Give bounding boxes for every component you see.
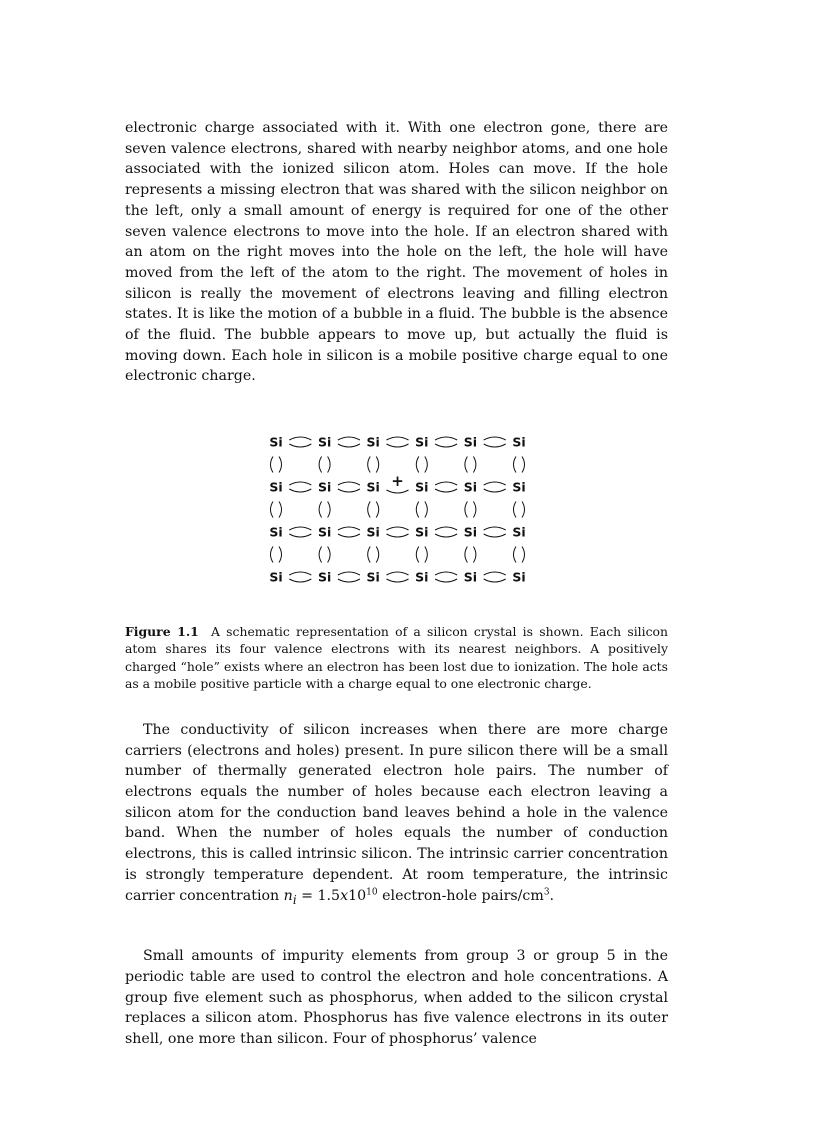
bond-upper-electron (484, 572, 506, 575)
bond-upper-electron (435, 572, 457, 575)
paragraph-conductivity-units: electron-hole pairs/cm (377, 887, 544, 904)
bond-left-electron (319, 502, 322, 518)
bond-right-electron (279, 547, 282, 563)
silicon-atom-label: Si (463, 569, 478, 585)
paragraph-conductivity-text: The conductivity of silicon increases when there are more charge carriers (electrons and holes) present. In pure silicon there will be a small number of thermally generated electron hole pairs. The number of electrons equals the number of holes because each electron leaving a silicon atom for the conduction band leaves behind a hole in the valence band. When the number of holes equals the number of conduction electrons, this is called intrinsic silicon. The intrinsic carrier concentration is strongly temperature dependent. At room temperature, the intrinsic carrier concentration (125, 721, 668, 904)
bond-left-electron (319, 547, 322, 563)
bond-lower-electron (338, 489, 360, 492)
bond-lower-electron (289, 489, 311, 492)
silicon-atom-label: Si (366, 479, 380, 495)
silicon-atom-label: Si (415, 479, 429, 495)
silicon-atom-label: Si (366, 434, 380, 450)
silicon-lattice-diagram (267, 434, 532, 584)
bond-upper-electron (289, 527, 311, 530)
paragraph-conductivity-end: . (549, 887, 555, 904)
bond-lower-electron (387, 534, 409, 537)
bond-lower-electron (387, 579, 409, 582)
bond-left-electron (368, 547, 371, 563)
bond-lower-electron (338, 444, 360, 447)
bond-left-electron (368, 457, 371, 473)
figure-caption-text: A schematic representation of a silicon crystal is shown. Each silicon atom shares its four valence electrons with its nearest neighbors. A positively charged “hole” exists where an electron has been lost due to ionization. The hole acts as a mobile positive particle with a charge equal to one electronic charge. (125, 624, 668, 691)
bond-lower-electron (338, 579, 360, 582)
bond-left-electron (465, 547, 468, 563)
paragraph-impurities: Small amounts of impurity elements from group 3 or group 5 in the periodic table are used to control the electron and hole concentrations. A group five element such as phosphorus, when added to the silicon crystal replaces a silicon atom. Phosphorus has five valence electrons in its outer shell, one more than silicon. Four of phosphorus’ valence (125, 948, 668, 1047)
bond-right-electron (522, 547, 525, 563)
bond-left-electron (271, 457, 274, 473)
bond-upper-electron (387, 527, 409, 530)
math-times-x: x (340, 887, 349, 904)
bond-lower-electron (289, 444, 311, 447)
unit-exponent: 3 (543, 886, 550, 897)
bond-lower-electron (484, 534, 506, 537)
bond-left-electron (514, 547, 517, 563)
bond-left-electron (368, 502, 371, 518)
bond-right-electron (376, 547, 379, 563)
bond-upper-electron (435, 527, 457, 530)
bond-upper-electron (289, 572, 311, 575)
silicon-atom-label: Si (366, 569, 380, 585)
silicon-atom-label: Si (269, 524, 283, 540)
bond-lower-electron (435, 489, 457, 492)
bond-right-electron (328, 502, 331, 518)
silicon-atom-label: Si (512, 479, 526, 495)
bond-left-electron (465, 502, 468, 518)
silicon-atom-label: Si (415, 569, 429, 585)
bond-left-electron (416, 547, 419, 563)
silicon-atom-label: Si (463, 434, 478, 450)
math-ni-subscript: i (292, 892, 297, 907)
silicon-atom-label: Si (317, 479, 332, 495)
bond-upper-electron (387, 437, 409, 440)
bond-upper-electron (435, 482, 457, 485)
silicon-atom-label: Si (415, 524, 429, 540)
bond-upper-electron (387, 572, 409, 575)
figure-label: Figure 1.1 (125, 624, 199, 640)
silicon-atom-label: Si (512, 524, 526, 540)
bond-upper-electron (435, 437, 457, 440)
bond-upper-electron (484, 527, 506, 530)
bond-lower-electron (338, 534, 360, 537)
bond-right-electron (522, 502, 525, 518)
math-exponent: 10 (366, 886, 378, 897)
silicon-atom-label: Si (512, 569, 526, 585)
bond-lower-electron (435, 444, 457, 447)
silicon-atom-label: Si (269, 479, 283, 495)
bond-upper-electron (338, 437, 360, 440)
silicon-atom-label: Si (415, 434, 429, 450)
silicon-atom-label: Si (317, 434, 332, 450)
bond-lower-electron (435, 579, 457, 582)
bond-upper-electron (338, 482, 360, 485)
bond-left-electron (319, 457, 322, 473)
bond-upper-electron (289, 437, 311, 440)
bond-right-electron (376, 502, 379, 518)
math-equals-value: = 1.5 (296, 887, 341, 904)
bond-right-electron (473, 502, 476, 518)
bond-right-electron (425, 502, 428, 518)
bond-upper-electron (338, 527, 360, 530)
bond-left-electron (416, 502, 419, 518)
silicon-atom-label: Si (366, 524, 380, 540)
bond-lower-electron (484, 444, 506, 447)
bond-left-electron (514, 457, 517, 473)
bond-right-electron (473, 457, 476, 473)
bond-right-electron (376, 457, 379, 473)
silicon-atom-label: Si (317, 524, 332, 540)
silicon-atom-label: Si (317, 569, 332, 585)
bond-left-electron (514, 502, 517, 518)
bond-left-electron (271, 547, 274, 563)
bond-upper-electron (338, 572, 360, 575)
silicon-atom-label: Si (512, 434, 526, 450)
silicon-atom-label: Si (463, 479, 478, 495)
bond-lower-electron (435, 534, 457, 537)
bond-right-electron (522, 457, 525, 473)
bond-lower-electron (387, 444, 409, 447)
bond-lower-electron (289, 534, 311, 537)
bond-upper-electron (289, 482, 311, 485)
bond-left-electron (416, 457, 419, 473)
bond-right-electron (279, 502, 282, 518)
bond-right-electron (279, 457, 282, 473)
bond-lower-electron (484, 579, 506, 582)
bond-right-electron (328, 547, 331, 563)
bond-right-electron (473, 547, 476, 563)
bond-right-electron (425, 547, 428, 563)
math-base-ten: 10 (348, 887, 367, 904)
bond-lower-electron (387, 490, 409, 493)
silicon-atom-label: Si (269, 434, 283, 450)
bond-lower-electron (289, 579, 311, 582)
figure-silicon-crystal (125, 434, 668, 614)
bond-upper-electron (484, 437, 506, 440)
paragraph-conductivity (125, 720, 668, 910)
math-ni-variable: n (283, 887, 293, 904)
paragraph-holes-movement: electronic charge associated with it. With one electron gone, there are seven valence electrons, shared with nearby neighbor atoms, and one hole associated with the ionized silicon atom. Holes can move. If the hole represents a missing electron that was shared with the silicon neighbor on the left, only a small amount of energy is required for one of the other seven valence electrons to move into the hole. If an electron shared with an atom on the right moves into the hole on the left, the hole will have moved from the left of the atom to the right. The movement of holes in silicon is really the movement of electrons leaving and filling electron states. It is like the motion of a bubble in a fluid. The bubble is the absence of the fluid. The bubble appears to move up, but actually the fluid is moving down. Each hole in silicon is a mobile positive charge equal to one electronic charge. (125, 120, 668, 385)
bond-right-electron (425, 457, 428, 473)
hole-plus-symbol: + (391, 472, 404, 491)
silicon-atom-label: Si (269, 569, 283, 585)
bond-left-electron (271, 502, 274, 518)
silicon-atom-label: Si (463, 524, 478, 540)
bond-left-electron (465, 457, 468, 473)
bond-lower-electron (484, 489, 506, 492)
bond-upper-electron (484, 482, 506, 485)
bond-right-electron (328, 457, 331, 473)
page-content (125, 118, 668, 1050)
figure-caption (125, 623, 668, 692)
